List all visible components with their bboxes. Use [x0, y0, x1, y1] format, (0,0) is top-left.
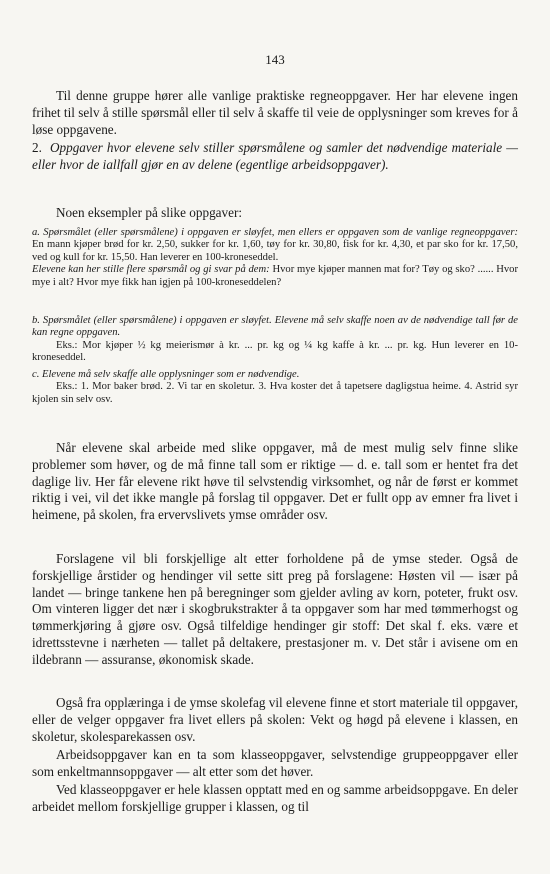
example-c [32, 369, 518, 406]
example-a-questions-paragraph [32, 264, 518, 289]
examples-heading: Noen eksempler på slike oppgaver: [56, 205, 243, 220]
example-a-questions: Hvor mye kjøper mannen mat for? Tøy og sko? ...... Hvor mye i alt? Hvor mye fikk han igjen på 100-kroneseddelen? [32, 264, 518, 288]
paragraph-4: Arbeidsoppgaver kan en ta som klasseoppgaver, selvstendige gruppeoppgaver eller som enkeltmannsoppgaver — alt etter som det høver. [32, 747, 518, 779]
examples-heading-block [32, 205, 518, 222]
paragraph-2: Forslagene vil bli forskjellige alt etter forholdene på de ymse steder. Også de forskjellige årstider og hendinger vil sette sitt preg på forslagene: Høsten vil — især på landet — bringe tankene hen på beregninger som gjelder avling av korn, poteter, frukt osv. Om vinteren ligger det nær i skogbrukstrakter å ta oppgaver som har med tømmerhogst og tømmerkjøring å gjøre osv. Også tilfeldige hendinger gir stoff: Det skal f. eks. være et idrettsstevne i nærheten — tallet på deltakere, prestasjoner m. v. Det står i avisene om en ildebrann — assuranse, økonomisk skade. [32, 551, 518, 667]
intro-text: Til denne gruppe hører alle vanlige praktiske regneoppgaver. Her har elevene ingen frihet til selv å stille spørsmål eller til selv å skaffe til veie de opplysninger som kreves for å løse oppgavene. [32, 88, 518, 137]
example-b-label-paragraph [32, 315, 518, 340]
example-a-prompt: Elevene kan her stille flere spørsmål og gi svar på dem: [32, 264, 270, 276]
paragraph-1: Når elevene skal arbeide med slike oppgaver, må de mest mulig selv finne slike problemer som høver, og de må finne tall som er riktige — d. e. tall som er hentet fra det daglige liv. Her får elevene rikt høve til selvstendig virksomhet, og når de først er kommet riktig i vei, vil det ikke mangle på forslag til oppgaver. Det er fullt opp av emner fra livet i heimene, på skolen, fra ervervslivets ymse områder osv. [32, 440, 518, 523]
page-number: 143 [265, 52, 285, 67]
point-2 [32, 140, 518, 174]
example-a-label: a. Spørsmålet (eller spørsmålene) i oppgaven er sløyfet, men ellers er oppgaven som de vanlige regneoppgaver: [32, 227, 518, 238]
example-b-label: b. Spørsmålet (eller spørsmålene) i oppgaven er sløyfet. Elevene må selv skaffe noen av de nødvendige tall før de kan regne oppgaven. [32, 315, 518, 339]
example-a-paragraph [32, 227, 518, 264]
paragraph-5: Ved klasseoppgaver er hele klassen opptatt med en og samme arbeidsoppgave. En deler arbeidet mellom forskjellige grupper i klassen, og til [32, 782, 518, 814]
point-2-number: 2. [32, 140, 42, 155]
example-a [32, 227, 518, 289]
example-b [32, 315, 518, 365]
example-c-label: c. Elevene må selv skaffe alle opplysninger som er nødvendige. [32, 369, 300, 380]
example-c-label-paragraph [32, 369, 518, 381]
example-c-text: Eks.: 1. Mor baker brød. 2. Vi tar en skoletur. 3. Hva koster det å tapetsere dagligstua heime. 4. Astrid syr kjolen sin selv osv. [32, 381, 518, 405]
paragraph-4-block [32, 747, 518, 781]
paragraph-1-block [32, 440, 518, 524]
paragraph-3: Også fra opplæringa i de ymse skolefag vil elevene finne et stort materiale til oppgaver, eller de velger oppgaver fra livet ellers på skolen: Vekt og høgd på elevene i klassen, en skoletur, skolesparekassen osv. [32, 695, 518, 744]
example-a-text: En mann kjøper brød for kr. 2,50, sukker for kr. 1,60, tøy for kr. 30,80, fisk for kr. 4,30, et par sko for kr. 17,50, ved og kull for kr. 15,50. Han leverer en 100-kroneseddel. [32, 239, 518, 263]
point-2-paragraph [32, 140, 518, 174]
point-2-text: Oppgaver hvor elevene selv stiller spørsmålene og samler det nødvendige materiale — eller hvor de iallfall gjør en av delene (egentlige arbeidsoppgaver). [32, 140, 518, 172]
intro-paragraph [32, 88, 518, 138]
paragraph-5-block [32, 782, 518, 816]
paragraph-3-block [32, 695, 518, 745]
example-b-text: Eks.: Mor kjøper ½ kg meierismør à kr. ... pr. kg og ¼ kg kaffe à kr. ... pr. kg. Hun leverer en 10-kroneseddel. [32, 339, 518, 364]
paragraph-2-block [32, 551, 518, 669]
